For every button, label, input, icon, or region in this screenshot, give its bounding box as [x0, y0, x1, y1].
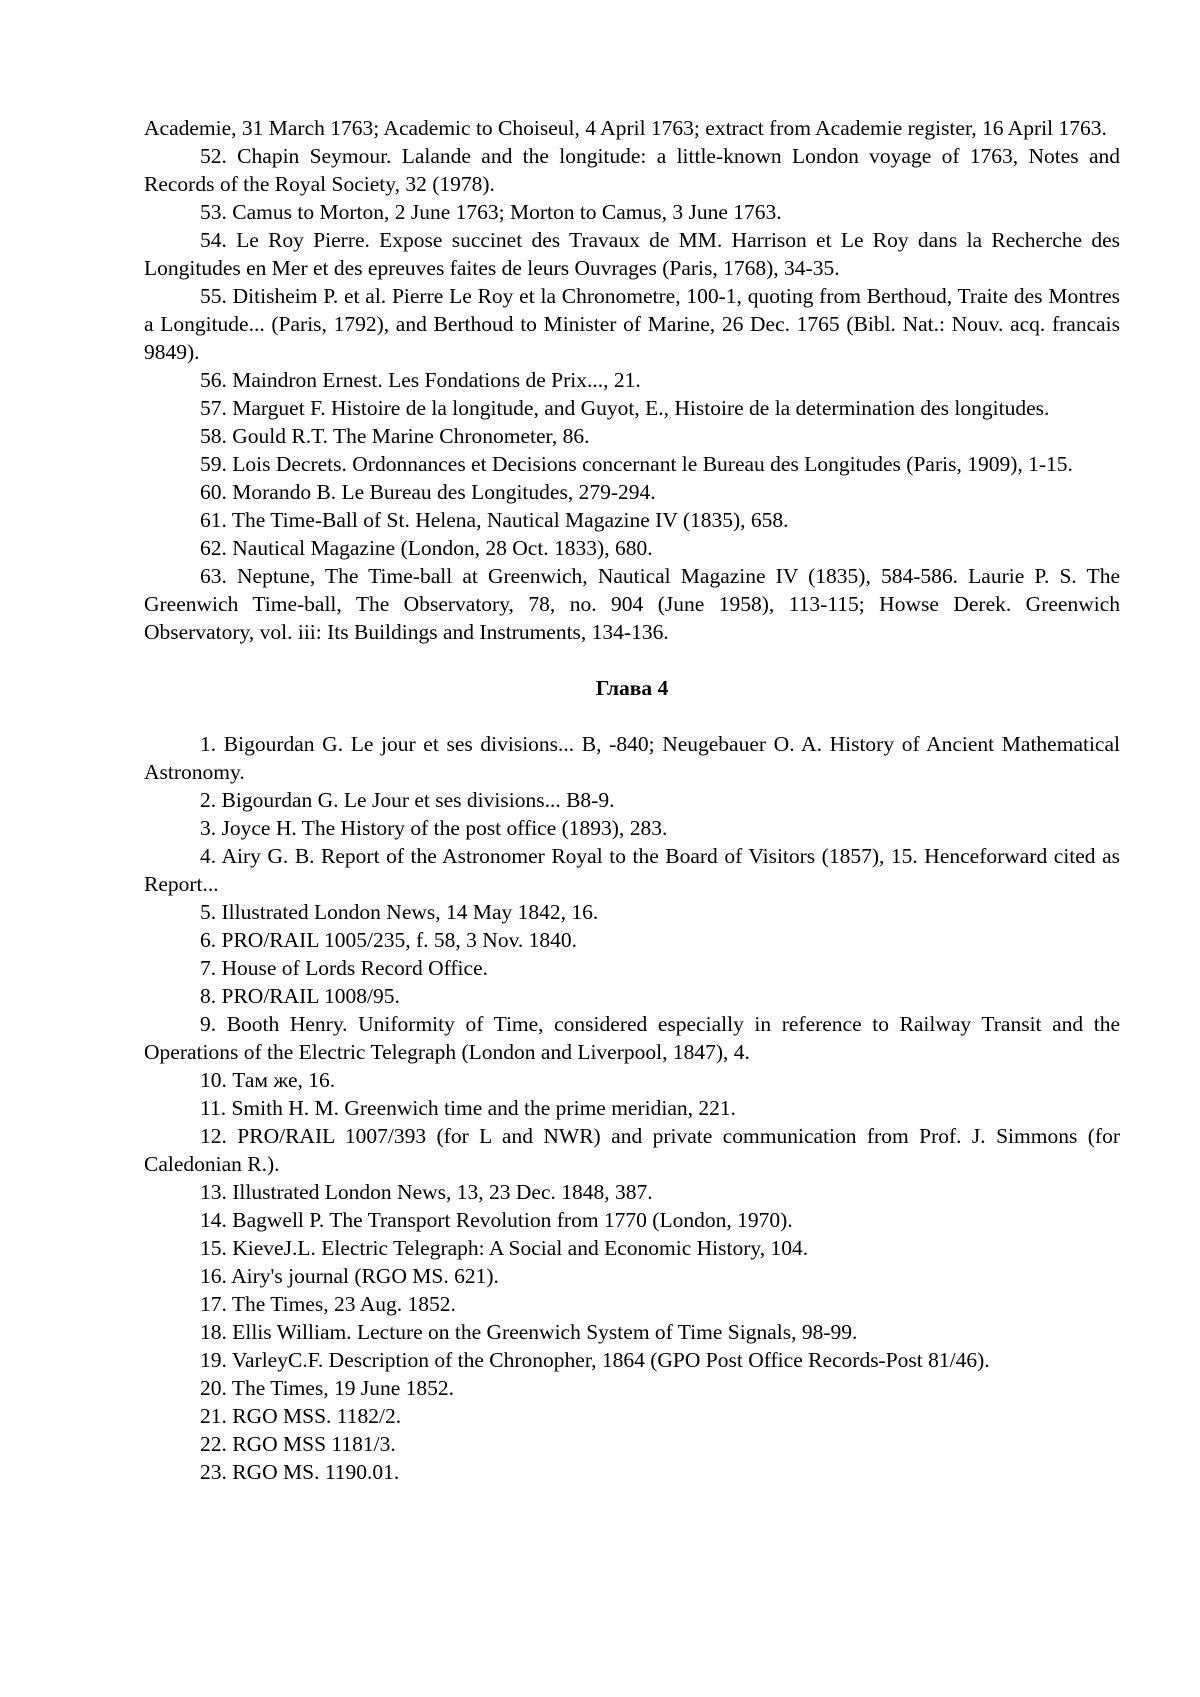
document-page [144, 114, 1120, 1486]
footnote-item: 57. Marguet F. Histoire de la longitude, and Guyot, E., Histoire de la determination des longitudes. [200, 396, 1050, 420]
footnote-item: 6. PRO/RAIL 1005/235, f. 58, 3 Nov. 1840. [200, 928, 578, 952]
footnote-item: 17. The Times, 23 Aug. 1852. [200, 1292, 456, 1316]
footnote-item: 59. Lois Decrets. Ordonnances et Decisions concernant le Bureau des Longitudes (Paris, 1909), 1-15. [200, 452, 1073, 476]
footnote-item: 11. Smith H. M. Greenwich time and the prime meridian, 221. [200, 1096, 736, 1120]
footnote-item: Academie, 31 March 1763; Academic to Choiseul, 4 April 1763; extract from Academie register, 16 April 1763. [144, 116, 1107, 140]
footnote-item: 15. KieveJ.L. Electric Telegraph: A Social and Economic History, 104. [200, 1236, 809, 1260]
footnote-item: 62. Nautical Magazine (London, 28 Oct. 1833), 680. [200, 536, 653, 560]
footnote-item: 8. PRO/RAIL 1008/95. [200, 984, 400, 1008]
footnote-item: 3. Joyce H. The History of the post office (1893), 283. [200, 816, 668, 840]
footnote-item: 1. Bigourdan G. Le jour et ses divisions... B, -840; Neugebauer O. A. History of Ancient Mathematical Astronomy. [144, 732, 1120, 784]
footnote-item: 9. Booth Henry. Uniformity of Time, considered especially in reference to Railway Transit and the Operations of the Electric Telegraph (London and Liverpool, 1847), 4. [144, 1012, 1120, 1064]
footnote-item: 19. VarleyC.F. Description of the Chronopher, 1864 (GPO Post Office Records-Post 81/46). [200, 1348, 990, 1372]
footnote-item: 23. RGO MS. 1190.01. [200, 1460, 400, 1484]
footnote-item: 10. Там же, 16. [200, 1068, 336, 1092]
footnote-item: 21. RGO MSS. 1182/2. [200, 1404, 402, 1428]
footnote-item: 20. The Times, 19 June 1852. [200, 1376, 455, 1400]
footnote-item: 22. RGO MSS 1181/3. [200, 1432, 396, 1456]
footnote-item: 61. The Time-Ball of St. Helena, Nautical Magazine IV (1835), 658. [200, 508, 789, 532]
footnote-item: 16. Airy's journal (RGO MS. 621). [200, 1264, 499, 1288]
footnote-item: 4. Airy G. B. Report of the Astronomer Royal to the Board of Visitors (1857), 15. Henceforward cited as Report... [144, 844, 1120, 896]
footnote-item: 58. Gould R.T. The Marine Chronometer, 86. [200, 424, 590, 448]
notes-section-previous-chapter [144, 114, 1120, 646]
chapter-heading: Глава 4 [595, 676, 669, 700]
footnote-item: 53. Camus to Morton, 2 June 1763; Morton to Camus, 3 June 1763. [200, 200, 782, 224]
footnote-item: 54. Le Roy Pierre. Expose succinet des Travaux de MM. Harrison et Le Roy dans la Recherche des Longitudes en Mer et des epreuves faites de leurs Ouvrages (Paris, 1768), 34-35. [144, 228, 1120, 280]
footnote-item: 52. Chapin Seymour. Lalande and the longitude: a little-known London voyage of 1763, Notes and Records of the Royal Society, 32 (1978). [144, 144, 1120, 196]
footnote-item: 13. Illustrated London News, 13, 23 Dec. 1848, 387. [200, 1180, 653, 1204]
footnote-item: 5. Illustrated London News, 14 May 1842, 16. [200, 900, 599, 924]
footnote-item: 7. House of Lords Record Office. [200, 956, 488, 980]
footnote-item: 12. PRO/RAIL 1007/393 (for L and NWR) and private communication from Prof. J. Simmons (for Caledonian R.). [144, 1124, 1120, 1176]
footnote-item: 56. Maindron Ernest. Les Fondations de Prix..., 21. [200, 368, 641, 392]
footnote-item: 18. Ellis William. Lecture on the Greenwich System of Time Signals, 98-99. [200, 1320, 858, 1344]
footnote-item: 55. Ditisheim P. et al. Pierre Le Roy et la Chronometre, 100-1, quoting from Berthoud, Traite des Montres a Longitude... (Paris, 1792), and Berthoud to Minister of Marine, 26 Dec. 1765 (Bibl. Nat.: Nouv. acq. francais 9849). [144, 284, 1120, 364]
footnote-item: 2. Bigourdan G. Le Jour et ses divisions... B8-9. [200, 788, 615, 812]
footnote-item: 63. Neptune, The Time-ball at Greenwich, Nautical Magazine IV (1835), 584-586. Laurie P. S. The Greenwich Time-ball, The Observatory, 78, no. 904 (June 1958), 113-115; Howse Derek. Greenwich Observatory, vol. iii: Its Buildings and Instruments, 134-136. [144, 564, 1120, 644]
footnote-item: 14. Bagwell P. The Transport Revolution from 1770 (London, 1970). [200, 1208, 793, 1232]
notes-section-chapter-4 [144, 730, 1120, 1486]
footnote-item: 60. Morando B. Le Bureau des Longitudes, 279-294. [200, 480, 656, 504]
